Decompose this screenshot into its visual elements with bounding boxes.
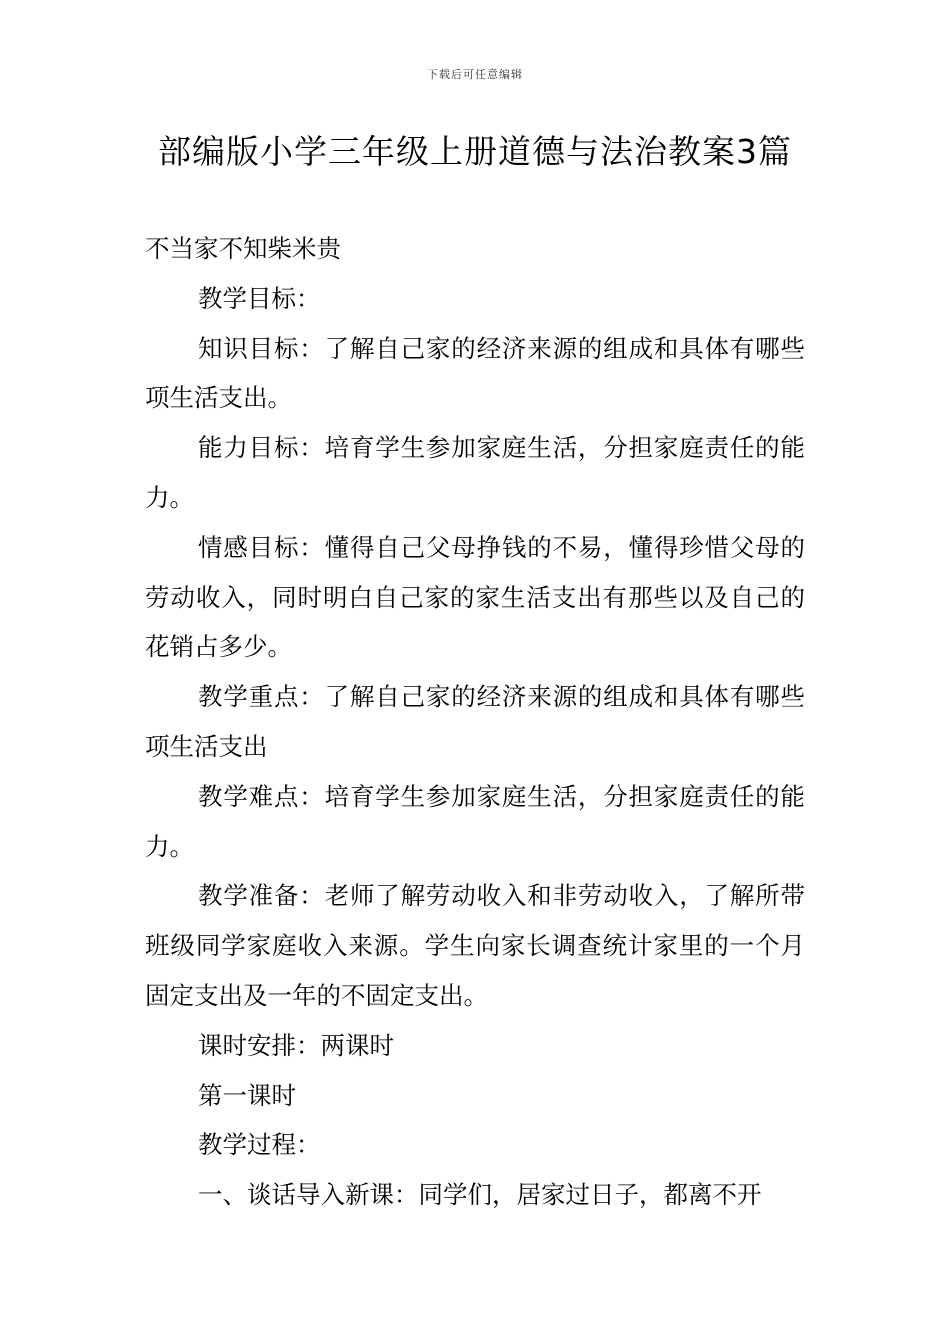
paragraph-process: 教学过程： [198, 1130, 321, 1160]
paragraph-ability-goal: 能力目标：培育学生参加家庭生活，分担家庭责任的能力。 [145, 433, 805, 512]
paragraph-preparation: 教学准备：老师了解劳动收入和非劳动收入，了解所带班级同学家庭收入来源。学生向家长调查统计家里的一个月固定支出及一年的不固定支出。 [145, 881, 805, 1010]
document-body [145, 224, 805, 1220]
paragraph-schedule: 课时安排：两课时 [198, 1030, 394, 1060]
document-title: 部编版小学三年级上册道德与法治教案3篇 [158, 132, 792, 171]
paragraph-teaching-goals: 教学目标： [198, 283, 321, 313]
paragraph-difficulty: 教学难点：培育学生参加家庭生活，分担家庭责任的能力。 [145, 781, 805, 861]
paragraph-emotion-goal: 情感目标：懂得自己父母挣钱的不易，懂得珍惜父母的劳动收入，同时明白自己家的家生活支出有那些以及自己的花销占多少。 [145, 532, 805, 662]
paragraph-first-lesson: 第一课时 [198, 1080, 296, 1110]
header-note: 下载后可任意编辑 [427, 68, 523, 81]
paragraph-introduction: 一、谈话导入新课：同学们，居家过日子，都离不开 [198, 1180, 762, 1210]
section-title: 不当家不知柴米贵 [145, 234, 341, 263]
paragraph-knowledge-goal: 知识目标：了解自己家的经济来源的组成和具体有哪些项生活支出。 [145, 333, 805, 413]
paragraph-key-point: 教学重点：了解自己家的经济来源的组成和具体有哪些项生活支出 [145, 682, 805, 761]
